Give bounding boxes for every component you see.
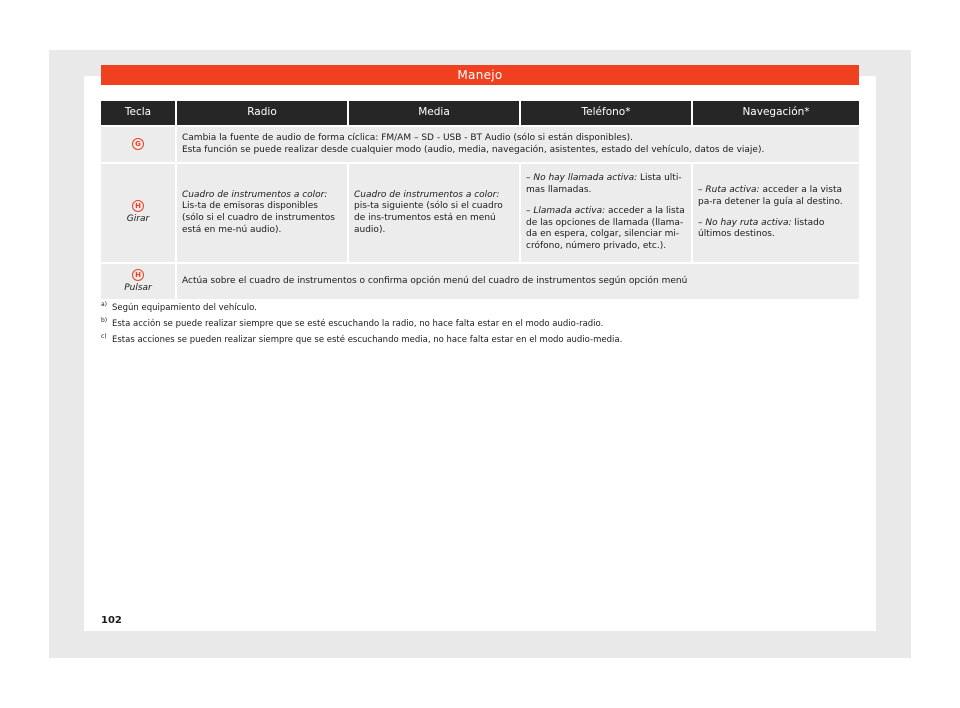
key-cell [101,262,177,299]
header-navegacion: Navegación* [693,101,859,125]
key-label: Pulsar [124,282,152,293]
description-line: Cambia la fuente de audio de forma cíclica: FM/AM – SD - USB - BT Audio (sólo si están disponibles). [182,132,633,143]
media-cell [349,162,521,262]
footnote [101,335,859,345]
phone-cell [521,162,693,262]
section-banner: Manejo [101,65,859,85]
phone-label: – Llamada activa: [526,205,606,216]
header-tecla: Tecla [101,101,177,125]
footnote-text: Estas acciones se pueden realizar siempre que se esté escuchando media, no hace falta estar en el modo audio-media. [112,335,623,345]
header-media: Media [349,101,521,125]
footnote-text: Esta acción se puede realizar siempre que se esté escuchando la radio, no hace falta estar en el modo audio-radio. [112,319,604,329]
navigation-label: – Ruta activa: [698,185,760,196]
key-cell [101,162,177,262]
radio-label: Cuadro de instrumentos a color: [182,189,328,200]
table-header-row [101,101,859,125]
footnote-mark: a) [101,301,108,308]
table-row [101,125,859,162]
navigation-text: listado últimos destinos. [698,217,825,240]
phone-label: – No hay llamada activa: [526,173,638,184]
page-number: 102 [101,615,122,626]
radio-text: Lis-ta de emisoras disponibles (sólo si el cuadro de instrumentos está en me-nú audio). [182,201,335,235]
navigation-cell [693,162,859,262]
description-line: Esta función se puede realizar desde cualquier modo (audio, media, navegación, asistentes, estado del vehículo, datos de viaje). [182,144,765,155]
key-h-icon: H [132,200,144,212]
header-radio: Radio [177,101,349,125]
navigation-label: – No hay ruta activa: [698,217,792,228]
footnote-mark: c) [101,333,107,340]
footnote-text: Según equipamiento del vehículo. [112,303,257,313]
controls-table [101,101,859,299]
footnote [101,319,859,329]
key-label: Girar [126,214,150,224]
footnote [101,303,859,313]
navigation-text: acceder a la vista pa-ra detener la guía al destino. [698,185,843,207]
key-g-icon: G [132,138,144,150]
media-label: Cuadro de instrumentos a color: [354,189,500,200]
description-cell [177,125,859,162]
footnotes [101,303,859,351]
phone-text: Lista ulti-mas llamadas. [526,173,682,196]
table-row [101,162,859,262]
key-h-icon: H [132,269,144,281]
phone-text: acceder a la lista de las opciones de llamada (llama-da en espera, colgar, silenciar mi-crófono, número privado, etc.). [526,205,685,251]
key-cell [101,125,177,162]
radio-cell [177,162,349,262]
table-row [101,262,859,299]
media-text: pis-ta siguiente (sólo si el cuadro de ins-trumentos está en menú audio). [354,201,503,235]
description-cell: Actúa sobre el cuadro de instrumentos o confirma opción menú del cuadro de instrumentos según opción menú [177,262,859,299]
footnote-mark: b) [101,317,108,324]
header-telefono: Teléfono* [521,101,693,125]
